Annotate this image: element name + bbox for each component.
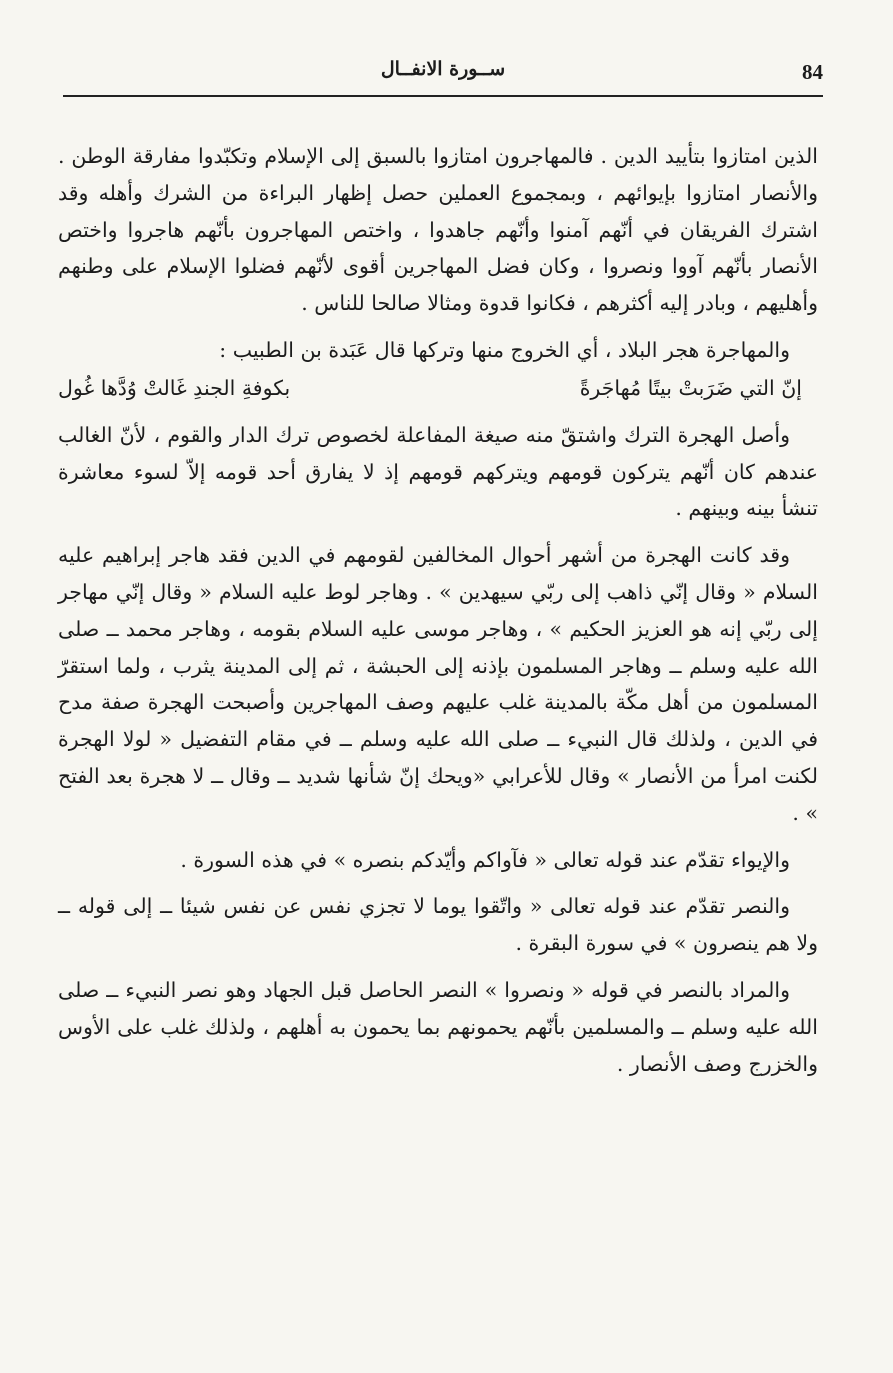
page-body	[58, 138, 818, 1092]
paragraph: والإيواء تقدّم عند قوله تعالى « فآواكم وأيّدكم بنصره » في هذه السورة .	[180, 847, 790, 872]
paragraph: وأصل الهجرة الترك واشتقّ منه صيغة المفاعلة لخصوص ترك الدار والقوم ، لأنّ الغالب عندهم كان أنّهم يتركون قومهم ويتركهم قومهم إذ لا يفارق أحد قومه إلاّ لسوء معاشرة تنشأ بينه وبينهم .	[58, 422, 818, 521]
page-header	[63, 52, 823, 92]
paragraph: والنصر تقدّم عند قوله تعالى « واتّقوا يوما لا تجزي نفس عن نفس شيئا ــ إلى قوله ــ ولا هم ينصرون » في سورة البقرة .	[58, 894, 818, 956]
paragraph: وقد كانت الهجرة من أشهر أحوال المخالفين لقومهم في الدين فقد هاجر إبراهيم عليه السلام « وقال إنّي ذاهب إلى ربّي سيهدين » . وهاجر لوط عليه السلام « وقال إنّي مهاجر إلى ربّي إنه هو العزيز الحكيم » ، وهاجر موسى عليه السلام بقومه ، وهاجر محمد ــ صلى الله عليه وسلم ــ وهاجر المسلمون بإذنه إلى الحبشة ، ثم إلى المدينة يثرب ، ولما استقرّ المسلمون من أهل مكّة بالمدينة غلب عليهم وصف المهاجرين وأصبحت الهجرة صفة مدح في الدين ، ولذلك قال النبيء ــ صلى الله عليه وسلم ــ في مقام التفضيل « لولا الهجرة لكنت امرأ من الأنصار » وقال للأعرابي «ويحك إنّ شأنها شديد ــ وقال ــ لا هجرة بعد الفتح » .	[58, 543, 818, 825]
header-rule	[63, 95, 823, 97]
verse-second-hemistich: بكوفةِ الجندِ غَالتْ وُدَّها غُول	[58, 375, 291, 400]
poetry-verse	[58, 369, 802, 407]
verse-first-hemistich: إنّ التي ضَرَبتْ بيتًا مُهاجَرةً	[579, 375, 802, 400]
paragraph: والمهاجرة هجر البلاد ، أي الخروج منها وتركها قال عَبَدة بن الطبيب :	[219, 337, 790, 362]
paragraph: الذين امتازوا بتأييد الدين . فالمهاجرون امتازوا بالسبق إلى الإسلام وتكبّدوا مفارقة الوطن . والأنصار امتازوا بإيوائهم ، وبمجموع العملين حصل إظهار البراءة من الشرك وأهله وقد اشترك الفريقان في أنّهم آمنوا وأنّهم جاهدوا ، واختص المهاجرون بأنّهم هاجروا واختص الأنصار بأنّهم آووا ونصروا ، وكان فضل المهاجرين أقوى لأنّهم فضلوا الإسلام على وطنهم وأهليهم ، وبادر إليه أكثرهم ، فكانوا قدوة ومثالا صالحا للناس .	[58, 144, 818, 316]
paragraph: والمراد بالنصر في قوله « ونصروا » النصر الحاصل قبل الجهاد وهو نصر النبيء ــ صلى الله عليه وسلم ــ والمسلمين بأنّهم يحمونهم بما يحمون به أهلهم ، ولذلك غلب على الأوس والخزرج وصف الأنصار .	[58, 977, 818, 1076]
running-title: ســورة الانفــال	[380, 58, 506, 80]
page-number: 84	[802, 60, 823, 84]
